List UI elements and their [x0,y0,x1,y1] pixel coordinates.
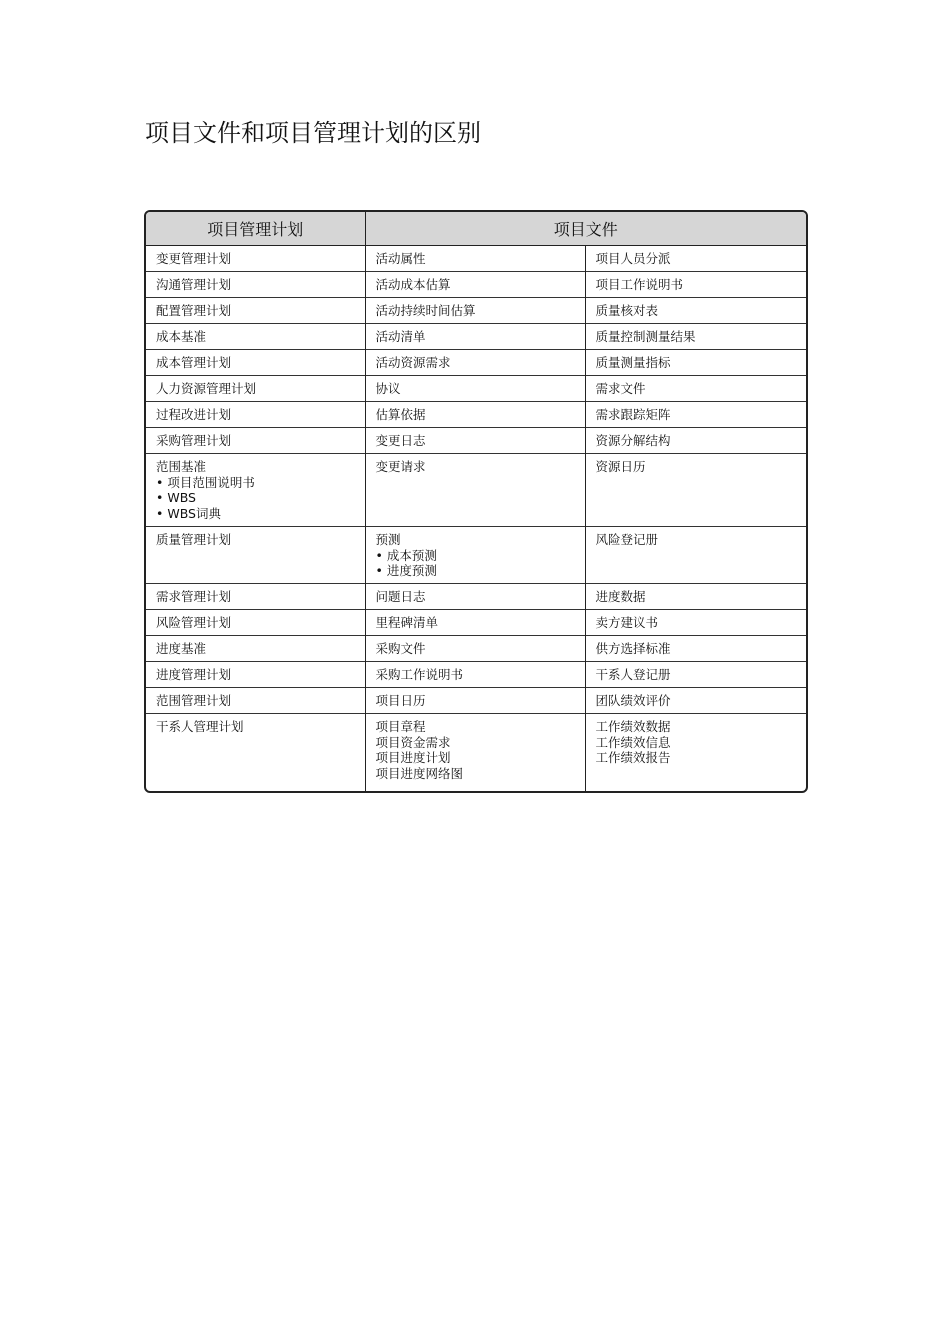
table-row [146,454,806,527]
cell-line: 变更日志 [375,433,426,448]
cell-line: 项目工作说明书 [595,277,684,292]
cell-line: 范围管理计划 [156,693,232,708]
table-row [146,298,806,324]
cell-line: 活动持续时间估算 [375,303,476,318]
table-cell-plan [146,376,365,402]
table-cell-docs-b [585,376,806,402]
table-row [146,714,806,792]
table-cell-docs-a [365,376,585,402]
table-cell-docs-b [585,610,806,636]
cell-line: 项目进度网络图 [375,766,464,782]
cell-line: 质量控制测量结果 [595,329,696,344]
table-cell-plan [146,428,365,454]
cell-line: 协议 [375,381,401,396]
table-cell-docs-b [585,527,806,584]
header-project-management-plan: 项目管理计划 [146,212,365,246]
table-cell-plan [146,527,365,584]
table-cell-docs-b [585,636,806,662]
cell-line: 活动资源需求 [375,355,451,370]
cell-line: 范围基准 [156,459,207,474]
table-cell-plan [146,324,365,350]
table-cell-docs-b [585,246,806,272]
cell-line: 配置管理计划 [156,303,232,318]
table-row [146,428,806,454]
header-project-documents: 项目文件 [365,212,806,246]
cell-line: 需求跟踪矩阵 [595,407,671,422]
cell-line: • WBS [156,490,196,506]
cell-line: 质量测量指标 [595,355,671,370]
cell-line: 项目进度计划 [375,750,451,766]
table-cell-docs-b [585,272,806,298]
cell-line: 质量核对表 [595,303,659,318]
table-cell-plan [146,714,365,792]
cell-line: 进度数据 [595,589,646,604]
cell-line: 成本基准 [156,329,207,344]
cell-line: 工作绩效数据 [595,719,671,734]
table-row [146,662,806,688]
cell-line: 采购文件 [375,641,426,656]
cell-line: 采购管理计划 [156,433,232,448]
cell-line: 需求文件 [595,381,646,396]
table-cell-docs-a [365,350,585,376]
table-row [146,402,806,428]
table-cell-docs-b [585,584,806,610]
cell-line: 里程碑清单 [375,615,439,630]
cell-line: 项目人员分派 [595,251,671,266]
table-cell-plan [146,350,365,376]
table-cell-docs-a [365,428,585,454]
cell-line: 预测 [375,532,401,547]
cell-line: 采购工作说明书 [375,667,464,682]
cell-line: • 项目范围说明书 [156,474,255,490]
cell-line: 进度基准 [156,641,207,656]
cell-line: 变更请求 [375,459,426,474]
cell-line: 风险登记册 [595,532,659,547]
table-cell-docs-a [365,324,585,350]
table-cell-plan [146,610,365,636]
table-cell-plan [146,272,365,298]
cell-line: • 成本预测 [375,547,437,563]
cell-line: 问题日志 [375,589,426,604]
table-cell-docs-b [585,662,806,688]
comparison-table [144,210,808,793]
table-row [146,610,806,636]
table-cell-docs-a [365,610,585,636]
table-cell-docs-b [585,428,806,454]
cell-line: 资源分解结构 [595,433,671,448]
cell-line: 成本管理计划 [156,355,232,370]
table-cell-plan [146,584,365,610]
table-cell-docs-b [585,454,806,527]
cell-line: 资源日历 [595,459,646,474]
cell-line: 项目日历 [375,693,426,708]
table-cell-docs-a [365,714,585,792]
table-cell-docs-b [585,688,806,714]
table-cell-docs-b [585,402,806,428]
cell-line: 卖方建议书 [595,615,659,630]
table-cell-docs-a [365,454,585,527]
table-row [146,584,806,610]
cell-line: 变更管理计划 [156,251,232,266]
page-title: 项目文件和项目管理计划的区别 [145,119,481,147]
table-cell-docs-a [365,636,585,662]
table-row [146,527,806,584]
table-cell-docs-b [585,714,806,792]
table-row [146,688,806,714]
table-cell-plan [146,298,365,324]
cell-line: 活动成本估算 [375,277,451,292]
table-row [146,272,806,298]
table-cell-docs-b [585,324,806,350]
cell-line: 工作绩效报告 [595,750,671,766]
cell-line: 供方选择标准 [595,641,671,656]
table-cell-docs-a [365,272,585,298]
plan-vs-documents-table [146,212,806,791]
table-cell-docs-b [585,298,806,324]
cell-line: 需求管理计划 [156,589,232,604]
cell-line: 干系人登记册 [595,667,671,682]
cell-line: 活动属性 [375,251,426,266]
cell-line: 项目资金需求 [375,734,451,750]
table-cell-plan [146,636,365,662]
table-cell-docs-a [365,662,585,688]
table-cell-plan [146,454,365,527]
cell-line: 沟通管理计划 [156,277,232,292]
cell-line: 风险管理计划 [156,615,232,630]
table-row [146,636,806,662]
cell-line: 过程改进计划 [156,407,232,422]
table-cell-plan [146,662,365,688]
table-cell-docs-a [365,298,585,324]
table-body [146,246,806,792]
table-cell-docs-b [585,350,806,376]
cell-line: 人力资源管理计划 [156,381,257,396]
cell-line: 干系人管理计划 [156,719,244,734]
table-cell-plan [146,402,365,428]
table-cell-docs-a [365,246,585,272]
cell-line: 活动清单 [375,329,426,344]
cell-line: • 进度预测 [375,563,437,579]
table-row [146,324,806,350]
cell-line: 工作绩效信息 [595,734,671,750]
table-cell-docs-a [365,688,585,714]
cell-line: • WBS词典 [156,506,221,522]
cell-line: 估算依据 [375,407,426,422]
cell-line: 进度管理计划 [156,667,232,682]
cell-line: 质量管理计划 [156,532,232,547]
table-cell-plan [146,688,365,714]
table-row [146,376,806,402]
table-row [146,246,806,272]
table-cell-docs-a [365,527,585,584]
cell-line: 项目章程 [375,719,426,734]
table-cell-plan [146,246,365,272]
table-cell-docs-a [365,402,585,428]
table-cell-docs-a [365,584,585,610]
table-header-row [146,212,806,246]
table-row [146,350,806,376]
cell-line: 团队绩效评价 [595,693,671,708]
